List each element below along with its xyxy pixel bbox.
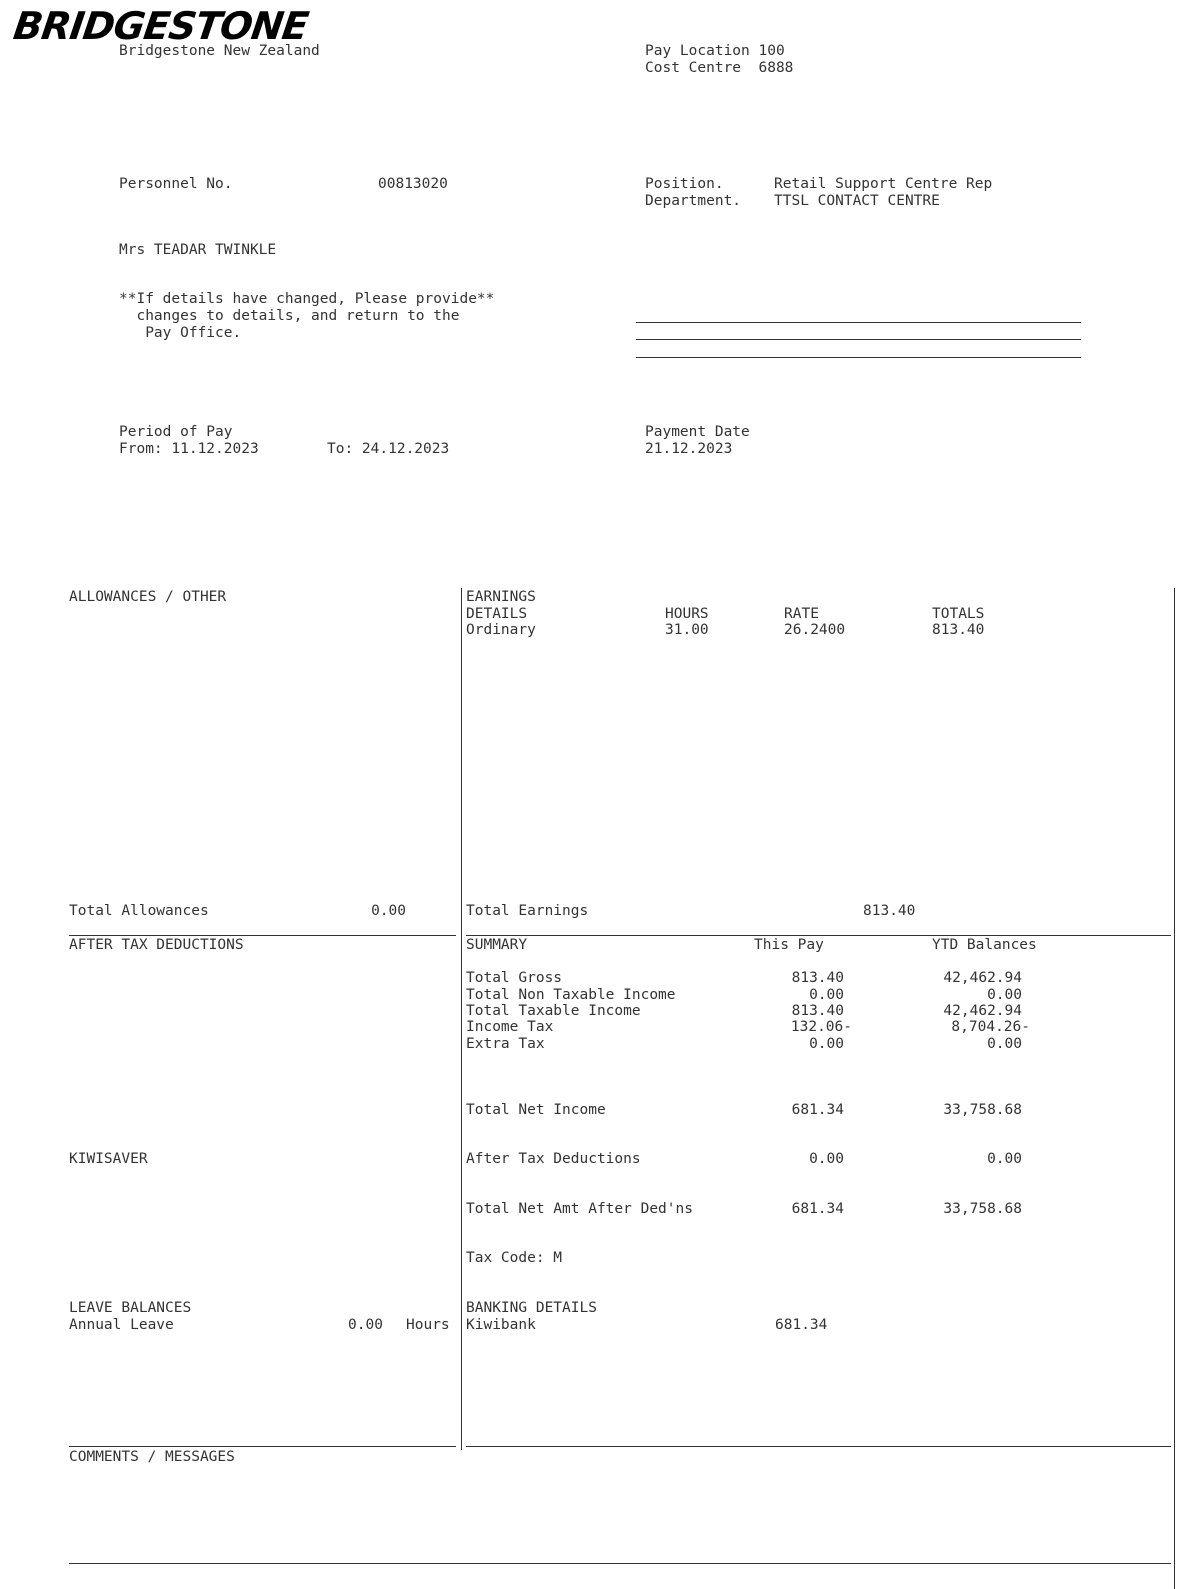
comments-heading: COMMENTS / MESSAGES: [69, 1449, 235, 1465]
earnings-row-hours: 31.00: [665, 622, 709, 638]
summary-row-ytd: 0.00: [987, 1036, 1022, 1052]
period-to: To: 24.12.2023: [327, 441, 450, 457]
earnings-row-rate: 26.2400: [784, 622, 846, 638]
bank-amount: 681.34: [775, 1317, 828, 1333]
summary-row-ytd: 8,704.26-: [951, 1019, 1030, 1035]
allowances-heading: ALLOWANCES / OTHER: [69, 589, 227, 605]
after-tax-deductions-label: After Tax Deductions: [466, 1151, 641, 1167]
allowances-divider: [69, 935, 456, 936]
total-earnings-value: 813.40: [863, 903, 916, 919]
banking-heading: BANKING DETAILS: [466, 1300, 597, 1316]
net-after-deductions-this-pay: 681.34: [791, 1201, 844, 1217]
payment-date-label: Payment Date: [645, 424, 750, 440]
earnings-divider: [466, 935, 1171, 936]
pay-location: Pay Location 100: [645, 43, 785, 59]
comments-bottom-line: [69, 1563, 1171, 1564]
summary-row-ytd: 42,462.94: [943, 970, 1022, 986]
leave-heading: LEAVE BALANCES: [69, 1300, 192, 1316]
right-border: [1174, 588, 1175, 1589]
department-value: TTSL CONTACT CENTRE: [774, 193, 940, 209]
net-income-ytd: 33,758.68: [943, 1102, 1022, 1118]
address-line-1: [636, 322, 1081, 323]
address-line-2: [636, 339, 1081, 340]
earnings-col-totals: TOTALS: [932, 606, 985, 622]
tax-code: Tax Code: M: [466, 1250, 563, 1266]
employee-name: Mrs TEADAR TWINKLE: [119, 242, 277, 258]
address-line-3: [636, 357, 1081, 358]
summary-row-label: Extra Tax: [466, 1036, 545, 1052]
cost-centre: Cost Centre 6888: [645, 60, 794, 76]
summary-row-label: Total Gross: [466, 970, 563, 986]
summary-row-ytd: 0.00: [987, 987, 1022, 1003]
column-divider: [461, 588, 462, 1450]
summary-row-label: Income Tax: [466, 1019, 554, 1035]
summary-row-this-pay: 132.06-: [790, 1019, 852, 1035]
net-after-deductions-ytd: 33,758.68: [943, 1201, 1022, 1217]
notice-line-1: **If details have changed, Please provide**: [119, 291, 495, 307]
kiwisaver-label: KIWISAVER: [69, 1151, 148, 1167]
payment-date: 21.12.2023: [645, 441, 733, 457]
earnings-col-details: DETAILS: [466, 606, 528, 622]
department-label: Department.: [645, 193, 742, 209]
summary-row-this-pay: 813.40: [791, 1003, 844, 1019]
position-label: Position.: [645, 176, 724, 192]
period-from: From: 11.12.2023: [119, 441, 259, 457]
earnings-row-total: 813.40: [932, 622, 985, 638]
total-allowances-label: Total Allowances: [69, 903, 209, 919]
earnings-col-rate: RATE: [784, 606, 819, 622]
net-after-deductions-label: Total Net Amt After Ded'ns: [466, 1201, 693, 1217]
summary-row-this-pay: 0.00: [809, 1036, 844, 1052]
period-label: Period of Pay: [119, 424, 233, 440]
summary-col-ytd: YTD Balances: [932, 937, 1037, 953]
annual-leave-label: Annual Leave: [69, 1317, 174, 1333]
total-earnings-label: Total Earnings: [466, 903, 589, 919]
banking-divider: [466, 1446, 1171, 1447]
earnings-col-hours: HOURS: [665, 606, 709, 622]
notice-line-2: changes to details, and return to the: [119, 308, 460, 324]
personnel-label: Personnel No.: [119, 176, 233, 192]
personnel-number: 00813020: [378, 176, 448, 192]
net-income-this-pay: 681.34: [791, 1102, 844, 1118]
summary-row-label: Total Taxable Income: [466, 1003, 641, 1019]
summary-row-this-pay: 0.00: [809, 987, 844, 1003]
summary-col-this-pay: This Pay: [754, 937, 824, 953]
summary-heading: SUMMARY: [466, 937, 528, 953]
summary-row-label: Total Non Taxable Income: [466, 987, 676, 1003]
annual-leave-unit: Hours: [406, 1317, 450, 1333]
leave-divider: [69, 1446, 456, 1447]
summary-row-this-pay: 813.40: [791, 970, 844, 986]
after-tax-heading: AFTER TAX DEDUCTIONS: [69, 937, 244, 953]
bank-name: Kiwibank: [466, 1317, 536, 1333]
company-name: Bridgestone New Zealand: [119, 43, 320, 59]
bridgestone-logo: BRIDGESTONE: [10, 4, 311, 48]
summary-row-ytd: 42,462.94: [943, 1003, 1022, 1019]
earnings-heading: EARNINGS: [466, 589, 536, 605]
after-tax-deductions-this-pay: 0.00: [809, 1151, 844, 1167]
earnings-row-details: Ordinary: [466, 622, 536, 638]
after-tax-deductions-ytd: 0.00: [987, 1151, 1022, 1167]
annual-leave-value: 0.00: [348, 1317, 383, 1333]
position-value: Retail Support Centre Rep: [774, 176, 993, 192]
total-allowances-value: 0.00: [371, 903, 406, 919]
notice-line-3: Pay Office.: [119, 325, 242, 341]
net-income-label: Total Net Income: [466, 1102, 606, 1118]
